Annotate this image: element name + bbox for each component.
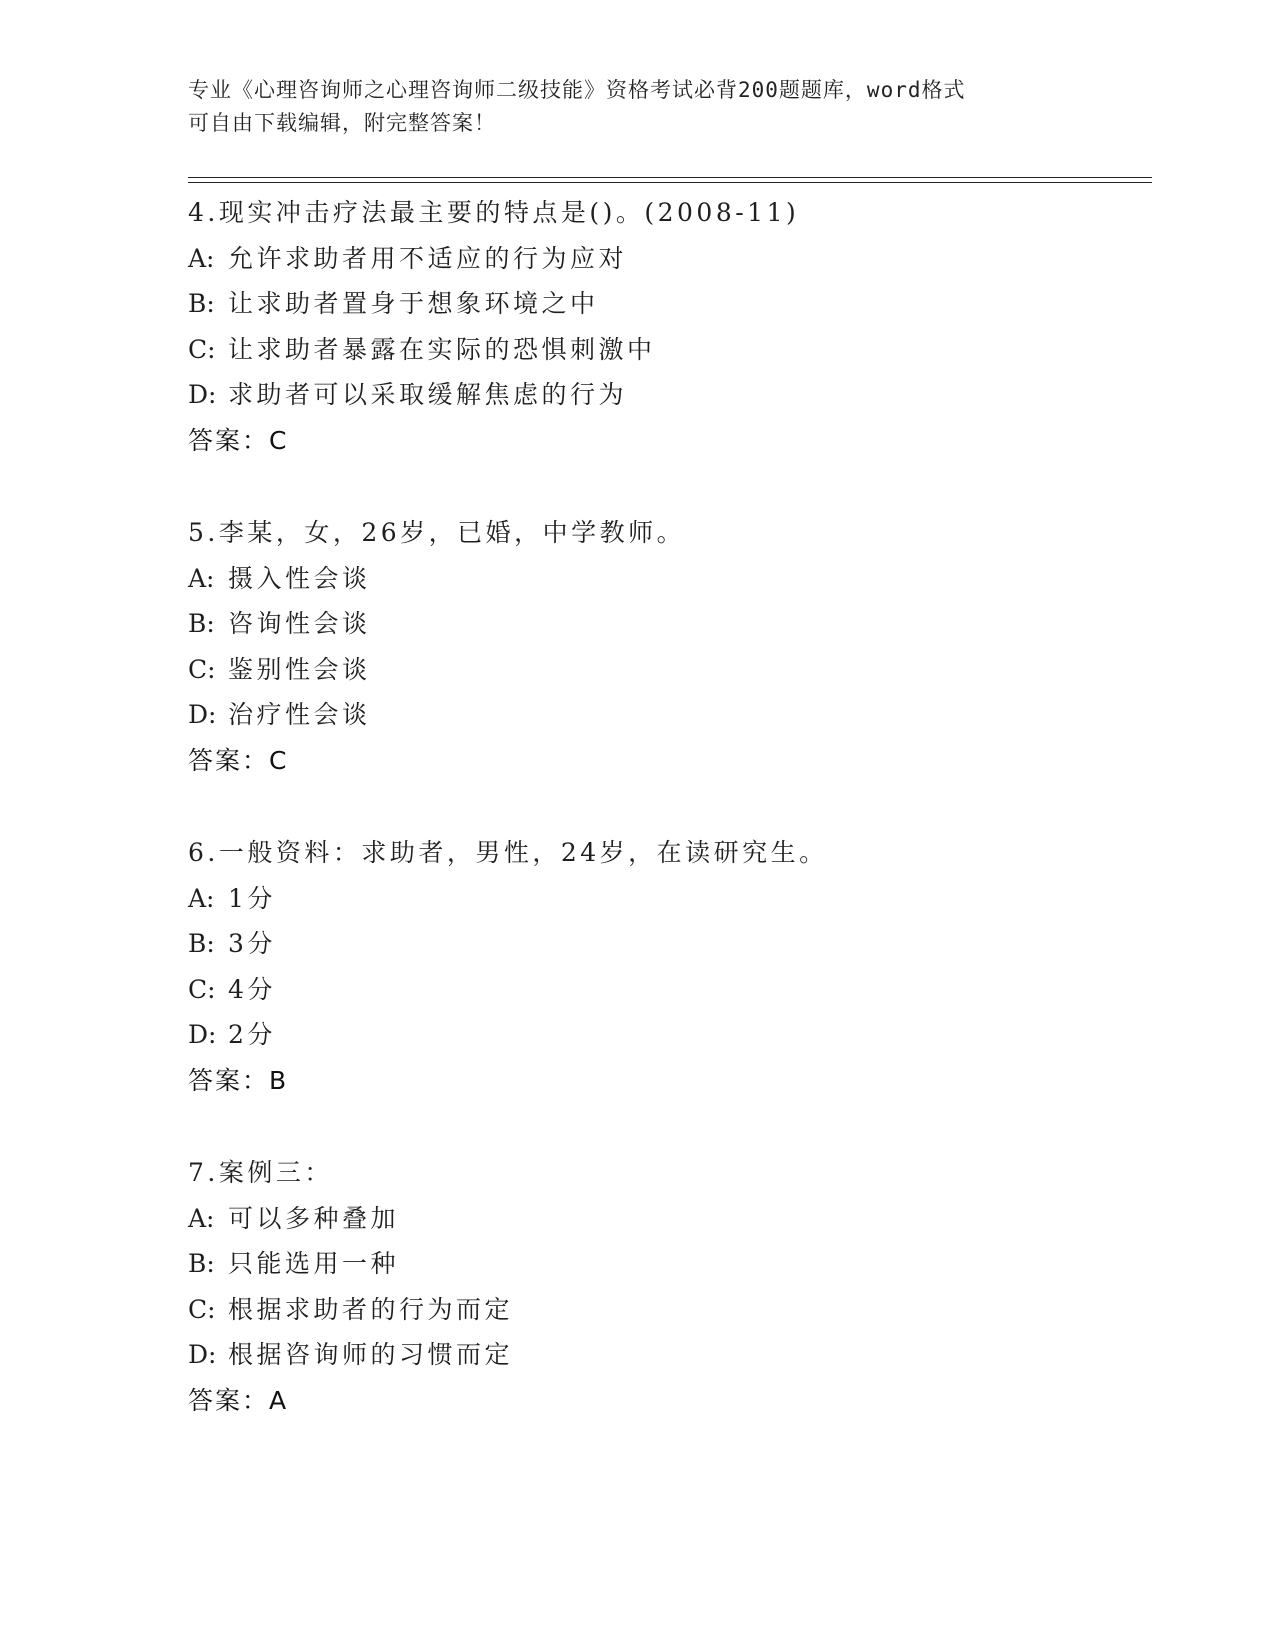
option-b [188,601,1168,647]
option-text: 鉴别性会谈 [228,654,371,684]
option-d [188,372,1168,418]
option-text: 治疗性会谈 [228,700,371,729]
question-4 [188,190,1168,463]
option-b [188,921,1168,967]
option-letter: B: [188,289,215,318]
option-b [188,281,1168,327]
option-letter: A: [188,243,215,273]
option-letter: A: [188,883,215,913]
option-letter: A: [188,563,215,593]
option-letter: D: [188,380,217,409]
option-c [188,967,1168,1013]
option-text: 2分 [228,1020,276,1049]
option-letter: D: [188,1020,217,1049]
option-text: 咨询性会谈 [228,609,371,638]
option-a [188,876,1168,922]
option-letter: D: [188,700,217,729]
option-text: 1分 [228,883,276,913]
option-text: 让求助者暴露在实际的恐惧刺激中 [228,334,656,364]
option-text: 3分 [228,929,276,958]
question-6 [188,830,1168,1103]
option-d [188,1012,1168,1058]
option-letter: B: [188,1249,215,1278]
option-text: 可以多种叠加 [228,1203,400,1233]
question-stem: 5.李某，女，26岁，已婚，中学教师。 [188,518,686,547]
header-line-2: 可自由下载编辑，附完整答案！ [188,111,496,135]
header-divider-top [188,177,1152,178]
option-letter: B: [188,929,215,958]
header-divider-bottom [188,182,1152,183]
option-text: 摄入性会谈 [228,563,371,593]
answer-line: 答案：A [188,1385,289,1415]
option-a [188,556,1168,602]
answer-line: 答案：C [188,745,289,775]
question-7 [188,1150,1168,1423]
option-text: 求助者可以采取缓解焦虑的行为 [228,380,628,409]
option-letter: C: [188,654,216,684]
option-a [188,1196,1168,1242]
option-c [188,1287,1168,1333]
option-c [188,327,1168,373]
option-letter: C: [188,974,216,1004]
question-stem: 6.一般资料：求助者，男性，24岁，在读研究生。 [188,838,828,867]
option-text: 让求助者置身于想象环境之中 [228,289,599,318]
question-5 [188,510,1168,783]
option-text: 允许求助者用不适应的行为应对 [228,243,628,273]
option-d [188,1332,1168,1378]
question-stem: 7.案例三： [188,1158,333,1187]
option-text: 根据求助者的行为而定 [228,1294,514,1324]
answer-line: 答案：C [188,425,289,455]
question-stem: 4.现实冲击疗法最主要的特点是()。(2008-11) [188,198,800,227]
option-text: 根据咨询师的习惯而定 [228,1340,514,1369]
option-letter: C: [188,334,216,364]
option-text: 4分 [228,974,276,1004]
header-line-1: 专业《心理咨询师之心理咨询师二级技能》资格考试必背200题题库，word格式 [188,78,966,102]
option-letter: D: [188,1340,217,1369]
option-c [188,647,1168,693]
option-letter: B: [188,609,215,638]
option-letter: C: [188,1294,216,1324]
document-header [188,74,1088,140]
option-letter: A: [188,1203,215,1233]
option-b [188,1241,1168,1287]
option-d [188,692,1168,738]
answer-line: 答案：B [188,1065,289,1095]
option-text: 只能选用一种 [228,1249,400,1278]
option-a [188,236,1168,282]
